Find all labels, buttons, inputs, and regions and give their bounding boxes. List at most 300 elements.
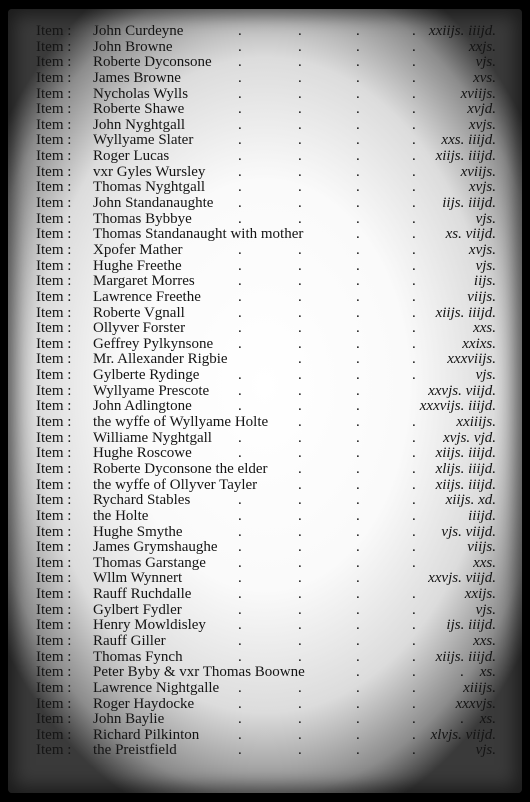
payment-amount: xiijs. iiijd.: [435, 304, 496, 321]
item-label: Item :: [36, 210, 72, 227]
leader-dot: .: [298, 539, 302, 556]
payment-amount: xxs.: [473, 320, 496, 337]
payer-name: the Holte: [93, 507, 149, 524]
item-label: Item :: [36, 664, 72, 681]
payment-amount: xvjd.: [467, 101, 496, 118]
payment-amount: xxs. iiijd.: [441, 132, 496, 149]
payment-amount: xxs.: [473, 632, 496, 649]
leader-dot: .: [298, 257, 302, 274]
ledger-row: [36, 556, 496, 572]
leader-dot: .: [356, 570, 360, 587]
ledger-row: [36, 618, 496, 634]
ledger-row: [36, 634, 496, 650]
leader-dot: .: [356, 539, 360, 556]
payment-amount: xiijs. iiijd.: [435, 445, 496, 462]
leader-dot: .: [238, 398, 242, 415]
payer-name: Roberte Shawe: [93, 101, 185, 118]
leader-dot: .: [412, 148, 416, 165]
payer-name: Richard Pilkinton: [93, 726, 200, 743]
payer-name: Gylberte Rydinge: [93, 367, 200, 384]
leader-dot: .: [412, 617, 416, 634]
payment-amount: viijs.: [467, 288, 496, 305]
leader-dot: .: [412, 38, 416, 55]
leader-dot: .: [356, 617, 360, 634]
leader-dot: .: [356, 38, 360, 55]
item-label: Item :: [36, 570, 72, 587]
payer-name: Ollyver Forster: [93, 320, 186, 337]
leader-dot: .: [412, 273, 416, 290]
payer-name: Gylbert Fydler: [93, 601, 182, 618]
payment-amount: xvjs.: [468, 116, 496, 133]
ledger-row: [36, 587, 496, 603]
leader-dot: .: [298, 726, 302, 743]
leader-dot: .: [298, 476, 302, 493]
leader-dot: .: [356, 335, 360, 352]
leader-dot: .: [238, 148, 242, 165]
ledger-row: [36, 384, 496, 400]
leader-dot: .: [238, 304, 242, 321]
leader-dot: .: [298, 85, 302, 102]
payment-amount: viijs.: [467, 539, 496, 556]
leader-dot: .: [412, 367, 416, 384]
leader-dot: .: [238, 210, 242, 227]
leader-dot: .: [412, 351, 416, 368]
leader-dot: .: [412, 101, 416, 118]
leader-dot: .: [412, 523, 416, 540]
leader-dot: .: [412, 726, 416, 743]
payment-amount: vjs.: [475, 742, 496, 759]
leader-dot: .: [298, 398, 302, 415]
item-label: Item :: [36, 288, 72, 305]
payment-amount: xxs.: [473, 554, 496, 571]
leader-dot: .: [298, 414, 302, 431]
leader-dot: .: [412, 54, 416, 71]
ledger-row: [36, 274, 496, 290]
payment-amount: xxjs.: [468, 38, 496, 55]
leader-dot: .: [356, 695, 360, 712]
item-label: Item :: [36, 742, 72, 759]
ledger-row: [36, 571, 496, 587]
leader-dot: .: [356, 554, 360, 571]
leader-dot: .: [238, 132, 242, 149]
leader-dot: .: [238, 679, 242, 696]
leader-dot: .: [356, 586, 360, 603]
leader-dot: .: [356, 320, 360, 337]
ledger-row: [36, 431, 496, 447]
payment-amount: xxixs.: [462, 335, 496, 352]
item-label: Item :: [36, 226, 72, 243]
leader-dot: .: [356, 445, 360, 462]
ledger-row: [36, 180, 496, 196]
payment-amount: ijs. iiijd.: [446, 617, 496, 634]
leader-dot: .: [298, 554, 302, 571]
leader-dot: .: [238, 54, 242, 71]
item-label: Item :: [36, 132, 72, 149]
ledger-row: [36, 415, 496, 431]
leader-dot: .: [356, 429, 360, 446]
leader-dot: .: [356, 163, 360, 180]
leader-dot: .: [298, 617, 302, 634]
ledger-page: [8, 9, 522, 793]
payment-amount: xvs.: [473, 69, 496, 86]
ledger-row: [36, 102, 496, 118]
leader-dot: .: [412, 601, 416, 618]
leader-dot: .: [356, 69, 360, 86]
payment-amount: xlvjs. viijd.: [430, 726, 496, 743]
leader-dot: .: [412, 445, 416, 462]
leader-dot: .: [298, 586, 302, 603]
item-label: Item :: [36, 429, 72, 446]
ledger-row: [36, 55, 496, 71]
leader-dot: .: [412, 492, 416, 509]
item-label: Item :: [36, 367, 72, 384]
leader-dot: .: [356, 679, 360, 696]
leader-dot: .: [238, 507, 242, 524]
leader-dot: .: [298, 742, 302, 759]
leader-dot: .: [298, 335, 302, 352]
item-label: Item :: [36, 523, 72, 540]
leader-dot: .: [238, 116, 242, 133]
payer-name: Rauff Giller: [93, 632, 166, 649]
leader-dot: .: [412, 476, 416, 493]
ledger-row: [36, 149, 496, 165]
leader-dot: .: [356, 476, 360, 493]
item-label: Item :: [36, 23, 72, 39]
payer-name: Lawrence Nightgalle: [93, 679, 220, 696]
ledger-row: [36, 24, 496, 40]
leader-dot: .: [298, 273, 302, 290]
item-label: Item :: [36, 320, 72, 337]
leader-dot: .: [356, 101, 360, 118]
payer-name: Margaret Morres: [93, 273, 195, 290]
payment-amount: xiijs. xd.: [445, 492, 496, 509]
ledger-row: [36, 165, 496, 181]
payment-amount: xs.: [479, 664, 496, 681]
payer-name: John Adlingtone: [93, 398, 192, 415]
leader-dot: .: [238, 554, 242, 571]
leader-dot: .: [298, 679, 302, 696]
payment-amount: xxxvijs. iiijd.: [419, 398, 496, 415]
leader-dot: .: [412, 414, 416, 431]
ledger-row: [36, 712, 496, 728]
payment-amount: xviijs.: [460, 163, 496, 180]
leader-dot: .: [356, 210, 360, 227]
item-label: Item :: [36, 695, 72, 712]
payment-amount: xiijs. iiijd.: [435, 476, 496, 493]
leader-dot: .: [356, 523, 360, 540]
payment-amount: xvjs.: [468, 241, 496, 258]
item-label: Item :: [36, 586, 72, 603]
leader-dot: .: [412, 195, 416, 212]
payer-name: Rychard Stables: [93, 492, 191, 509]
leader-dot: .: [356, 711, 360, 728]
leader-dot: .: [238, 179, 242, 196]
payer-name: Thomas Fynch: [93, 648, 183, 665]
leader-dot: .: [356, 304, 360, 321]
leader-dot: .: [238, 570, 242, 587]
leader-dot: .: [356, 23, 360, 39]
payer-name: the wyffe of Ollyver Tayler: [93, 476, 258, 493]
item-label: Item :: [36, 601, 72, 618]
leader-dot: .: [298, 179, 302, 196]
leader-dot: .: [356, 742, 360, 759]
item-label: Item :: [36, 445, 72, 462]
ledger-row: [36, 446, 496, 462]
item-label: Item :: [36, 648, 72, 665]
leader-dot: .: [238, 367, 242, 384]
ledger-row: [36, 399, 496, 415]
payment-amount: iijs.: [473, 273, 496, 290]
leader-dot: .: [298, 132, 302, 149]
ledger-list: [36, 24, 496, 759]
item-label: Item :: [36, 398, 72, 415]
leader-dot: .: [412, 507, 416, 524]
payment-amount: vjs. viijd.: [441, 523, 496, 540]
item-label: Item :: [36, 617, 72, 634]
leader-dot: .: [460, 664, 464, 681]
leader-dot: .: [356, 241, 360, 258]
item-label: Item :: [36, 711, 72, 728]
item-label: Item :: [36, 69, 72, 86]
payer-name: Xpofer Mather: [93, 241, 183, 258]
ledger-row: [36, 337, 496, 353]
payer-name: Roger Lucas: [93, 148, 170, 165]
ledger-row: [36, 493, 496, 509]
leader-dot: .: [412, 23, 416, 39]
leader-dot: .: [238, 539, 242, 556]
leader-dot: .: [238, 101, 242, 118]
payment-amount: xs. viijd.: [445, 226, 496, 243]
leader-dot: .: [356, 54, 360, 71]
ledger-row: [36, 462, 496, 478]
leader-dot: .: [356, 85, 360, 102]
leader-dot: .: [412, 179, 416, 196]
leader-dot: .: [356, 273, 360, 290]
leader-dot: .: [356, 226, 360, 243]
leader-dot: .: [298, 23, 302, 39]
payer-name: Hughe Smythe: [93, 523, 183, 540]
leader-dot: .: [412, 648, 416, 665]
leader-dot: .: [298, 210, 302, 227]
payer-name: Thomas Bybbye: [93, 210, 192, 227]
ledger-row: [36, 368, 496, 384]
payment-amount: xxijs.: [464, 586, 496, 603]
leader-dot: .: [238, 335, 242, 352]
payer-name: Henry Mowldisley: [93, 617, 206, 634]
leader-dot: .: [412, 257, 416, 274]
leader-dot: .: [356, 132, 360, 149]
leader-dot: .: [298, 288, 302, 305]
leader-dot: .: [412, 304, 416, 321]
ledger-row: [36, 87, 496, 103]
ledger-row: [36, 743, 496, 759]
leader-dot: .: [238, 648, 242, 665]
leader-dot: .: [356, 460, 360, 477]
leader-dot: .: [412, 632, 416, 649]
leader-dot: .: [298, 695, 302, 712]
payer-name: Thomas Garstange: [93, 554, 206, 571]
payer-name: Lawrence Freethe: [93, 288, 201, 305]
item-label: Item :: [36, 273, 72, 290]
leader-dot: .: [238, 586, 242, 603]
item-label: Item :: [36, 679, 72, 696]
payer-name: Rauff Ruchdalle: [93, 586, 192, 603]
leader-dot: .: [238, 742, 242, 759]
item-label: Item :: [36, 101, 72, 118]
payer-name: Nycholas Wylls: [93, 85, 189, 102]
payer-name: Roberte Dyconsone: [93, 54, 212, 71]
leader-dot: .: [298, 163, 302, 180]
ledger-row: [36, 650, 496, 666]
ledger-row: [36, 681, 496, 697]
payer-name: the Preistfield: [93, 742, 177, 759]
leader-dot: .: [298, 460, 302, 477]
ledger-row: [36, 212, 496, 228]
leader-dot: .: [298, 367, 302, 384]
payer-name: the wyffe of Wyllyame Holte: [93, 414, 269, 431]
leader-dot: .: [238, 273, 242, 290]
leader-dot: .: [412, 85, 416, 102]
leader-dot: .: [238, 445, 242, 462]
payment-amount: xvjs. vjd.: [443, 429, 496, 446]
item-label: Item :: [36, 335, 72, 352]
payer-name: John Nyghtgall: [93, 116, 186, 133]
item-label: Item :: [36, 38, 72, 55]
leader-dot: .: [356, 116, 360, 133]
leader-dot: .: [412, 320, 416, 337]
leader-dot: .: [356, 398, 360, 415]
leader-dot: .: [356, 507, 360, 524]
leader-dot: .: [356, 648, 360, 665]
ledger-row: [36, 665, 496, 681]
payment-amount: xiijs. iiijd.: [435, 148, 496, 165]
leader-dot: .: [412, 711, 416, 728]
payer-name: John Baylie: [93, 711, 165, 728]
payer-name: John Browne: [93, 38, 173, 55]
ledger-row: [36, 133, 496, 149]
leader-dot: .: [356, 288, 360, 305]
item-label: Item :: [36, 116, 72, 133]
payer-name: Hughe Freethe: [93, 257, 182, 274]
leader-dot: .: [356, 382, 360, 399]
item-label: Item :: [36, 148, 72, 165]
leader-dot: .: [238, 382, 242, 399]
item-label: Item :: [36, 726, 72, 743]
item-label: Item :: [36, 85, 72, 102]
leader-dot: .: [412, 69, 416, 86]
payer-name: Wyllyame Prescote: [93, 382, 210, 399]
leader-dot: .: [298, 648, 302, 665]
item-label: Item :: [36, 460, 72, 477]
ledger-row: [36, 290, 496, 306]
leader-dot: .: [298, 711, 302, 728]
leader-dot: .: [298, 632, 302, 649]
ledger-row: [36, 196, 496, 212]
leader-dot: .: [298, 241, 302, 258]
leader-dot: .: [238, 195, 242, 212]
payer-name: Peter Byby & vxr Thomas Boowne: [93, 664, 305, 681]
ledger-row: [36, 525, 496, 541]
leader-dot: .: [238, 288, 242, 305]
leader-dot: .: [356, 351, 360, 368]
leader-dot: .: [298, 69, 302, 86]
leader-dot: .: [238, 23, 242, 39]
leader-dot: .: [356, 195, 360, 212]
item-label: Item :: [36, 414, 72, 431]
payer-name: Roberte Vgnall: [93, 304, 185, 321]
payment-amount: xxvjs. viijd.: [428, 570, 496, 587]
leader-dot: .: [356, 492, 360, 509]
payer-name: Roger Haydocke: [93, 695, 195, 712]
leader-dot: .: [412, 226, 416, 243]
payment-amount: iiijd.: [468, 507, 496, 524]
leader-dot: .: [298, 116, 302, 133]
payment-amount: xiiijs.: [463, 679, 496, 696]
leader-dot: .: [238, 617, 242, 634]
item-label: Item :: [36, 382, 72, 399]
leader-dot: .: [298, 492, 302, 509]
leader-dot: .: [298, 320, 302, 337]
leader-dot: .: [238, 257, 242, 274]
ledger-row: [36, 71, 496, 87]
payer-name: Geffrey Pylkynsone: [93, 335, 214, 352]
leader-dot: .: [412, 460, 416, 477]
item-label: Item :: [36, 632, 72, 649]
payment-amount: xs.: [479, 711, 496, 728]
leader-dot: .: [238, 632, 242, 649]
leader-dot: .: [298, 195, 302, 212]
ledger-row: [36, 227, 496, 243]
leader-dot: .: [298, 38, 302, 55]
payer-name: John Curdeyne: [93, 23, 184, 39]
leader-dot: .: [412, 679, 416, 696]
leader-dot: .: [412, 554, 416, 571]
payer-name: John Standanaughte: [93, 195, 214, 212]
leader-dot: .: [238, 163, 242, 180]
payer-name: James Browne: [93, 69, 181, 86]
item-label: Item :: [36, 241, 72, 258]
leader-dot: .: [238, 726, 242, 743]
leader-dot: .: [298, 304, 302, 321]
leader-dot: .: [298, 382, 302, 399]
payer-name: vxr Gyles Wursley: [93, 163, 206, 180]
payer-name: Roberte Dyconsone the elder: [93, 460, 268, 477]
leader-dot: .: [298, 101, 302, 118]
item-label: Item :: [36, 304, 72, 321]
payment-amount: vjs.: [475, 210, 496, 227]
payment-amount: vjs.: [475, 601, 496, 618]
leader-dot: .: [298, 445, 302, 462]
item-label: Item :: [36, 476, 72, 493]
leader-dot: .: [238, 38, 242, 55]
ledger-row: [36, 306, 496, 322]
item-label: Item :: [36, 163, 72, 180]
ledger-row: [36, 603, 496, 619]
payment-amount: xvjs.: [468, 179, 496, 196]
leader-dot: .: [356, 632, 360, 649]
leader-dot: .: [298, 570, 302, 587]
ledger-row: [36, 478, 496, 494]
leader-dot: .: [356, 179, 360, 196]
leader-dot: .: [238, 695, 242, 712]
leader-dot: .: [412, 335, 416, 352]
payment-amount: xxiiijs.: [456, 414, 496, 431]
leader-dot: .: [460, 711, 464, 728]
leader-dot: .: [412, 429, 416, 446]
leader-dot: .: [412, 742, 416, 759]
payment-amount: xxxvjs.: [455, 695, 496, 712]
item-label: Item :: [36, 539, 72, 556]
